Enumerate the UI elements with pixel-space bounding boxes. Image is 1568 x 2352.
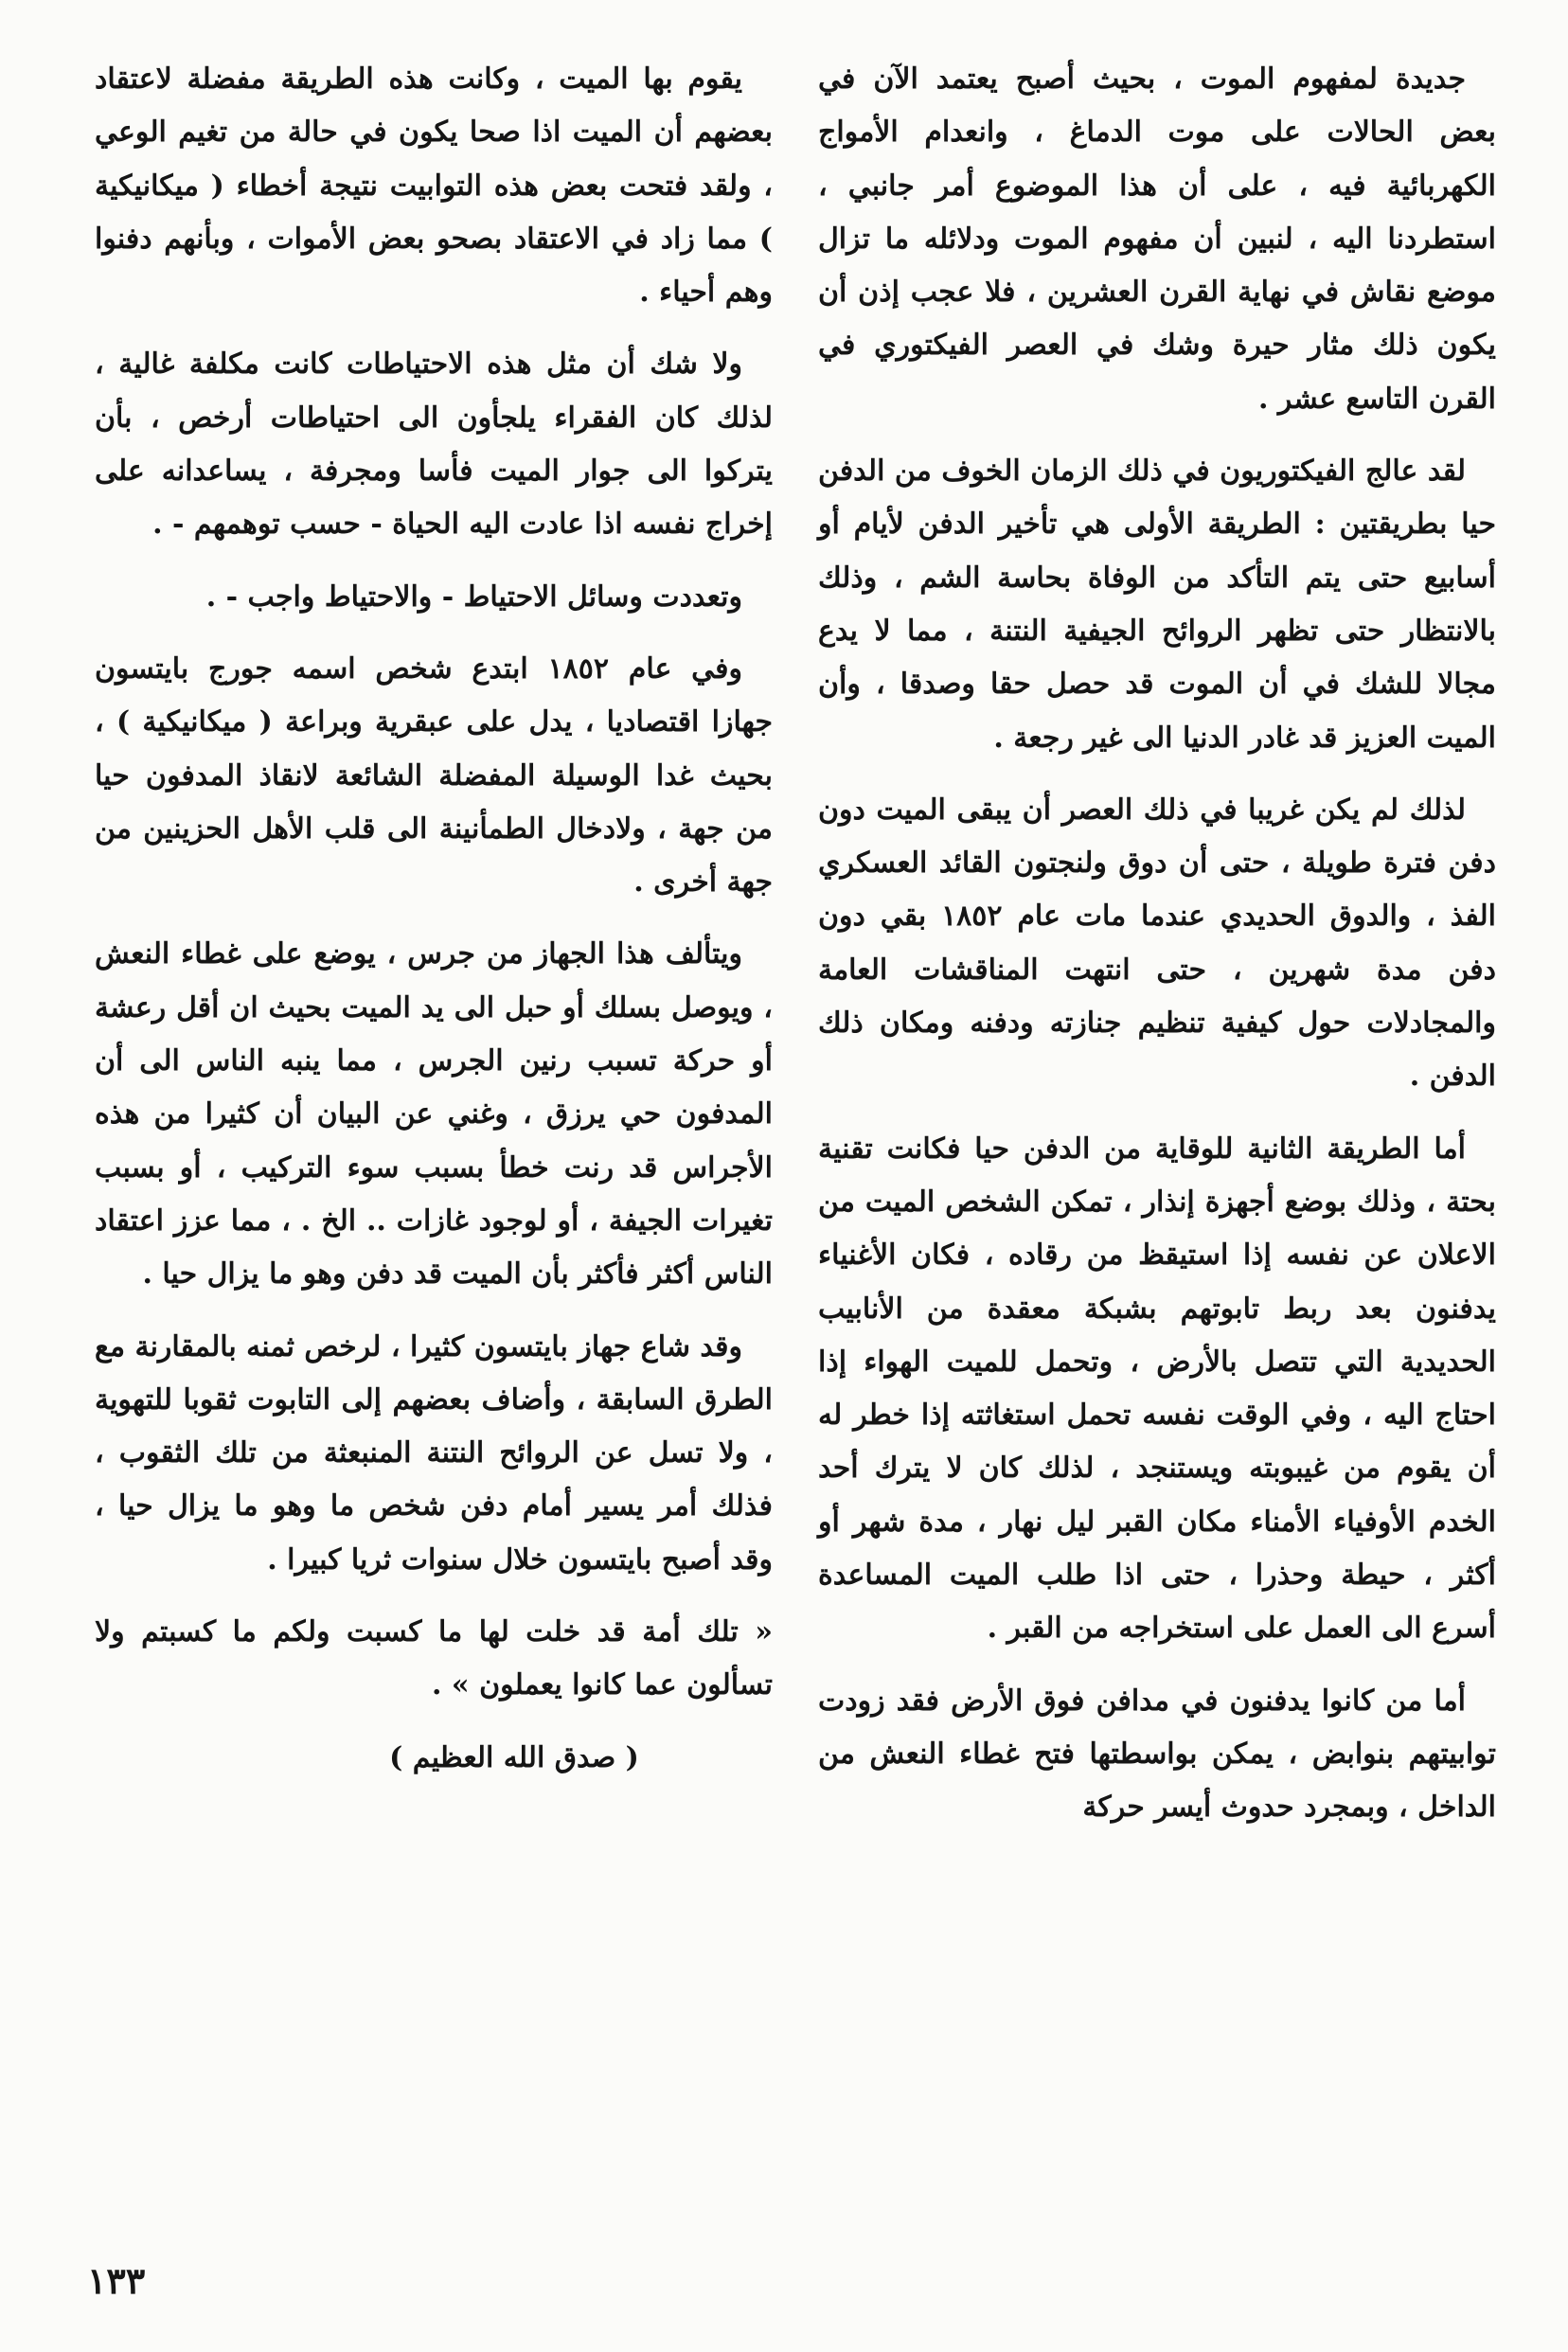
paragraph: وقد شاع جهاز بايتسون كثيرا ، لرخص ثمنه بالمقارنة مع الطرق السابقة ، وأضاف بعضهم إلى التابوت ثقوبا للتهوية ، ولا تسل عن الروائح النتنة المنبعثة من تلك الثقوب ، فذلك أمر يسير أمام دفن شخص ما وهو ما يزال حيا ، وقد أصبح بايتسون خلال سنوات ثريا كبيرا . xyxy=(95,1329,773,1577)
paragraph: جديدة لمفهوم الموت ، بحيث أصبح يعتمد الآن في بعض الحالات على موت الدماغ ، وانعدام الأمواج الكهربائية فيه ، على أن هذا الموضوع أمر جانبي ، استطردنا اليه ، لنبين أن مفهوم الموت ودلائله ما تزال موضع نقاش في نهاية القرن العشرين ، فلا عجب إذن أن يكون ذلك مثار حيرة وشك في العصر الفيكتوري في القرن التاسع عشر . xyxy=(818,62,1496,416)
paragraph: ويتألف هذا الجهاز من جرس ، يوضع على غطاء النعش ، ويوصل بسلك أو حبل الى يد الميت بحيث ان أقل رعشة أو حركة تسبب رنين الجرس ، مما ينبه الناس الى أن المدفون حي يرزق ، وغني عن البيان أن كثيرا من هذه الأجراس قد رنت خطأ بسبب سوء التركيب ، أو بسبب تغيرات الجيفة ، أو لوجود غازات .. الخ . ، مما عزز اعتقاد الناس أكثر فأكثر بأن الميت قد دفن وهو ما يزال حيا . xyxy=(95,937,773,1292)
page-number: ١٣٣ xyxy=(87,2259,146,2302)
paragraph: وتعددت وسائل الاحتياط - والاحتياط واجب - . xyxy=(205,579,742,614)
paragraph: وفي عام ١٨٥٢ ابتدع شخص اسمه جورج بايتسون جهازا اقتصاديا ، يدل على عبقرية وبراعة ( ميكانيكية ) ، بحيث غدا الوسيلة المفضلة الشائعة لانقاذ المدفون حيا من جهة ، ولادخال الطمأنينة الى قلب الأهل الحزينين من جهة أخرى . xyxy=(95,651,773,900)
paragraph: أما الطريقة الثانية للوقاية من الدفن حيا فكانت تقنية بحتة ، وذلك بوضع أجهزة إنذار ، تمكن الشخص الميت من الاعلان عن نفسه إذا استيقظ من رقاده ، فكان الأغنياء يدفنون بعد ربط تابوتهم بشبكة معقدة من الأنابيب الحديدية التي تتصل بالأرض ، وتحمل للميت الهواء إذا احتاج اليه ، وفي الوقت نفسه تحمل استغاثته إذا خطر له أن يقوم من غيبوبته ويستنجد ، لذلك كان لا يترك أحد الخدم الأوفياء الأمناء مكان القبر ليل نهار ، مدة شهر أو أكثر ، حيطة وحذرا ، حتى اذا طلب الميت المساعدة أسرع الى العمل على استخراجه من القبر . xyxy=(818,1131,1497,1646)
closing-phrase: ( صدق الله العظيم ) xyxy=(389,1740,639,1774)
paragraph: يقوم بها الميت ، وكانت هذه الطريقة مفضلة لاعتقاد بعضهم أن الميت اذا صحا يكون في حالة من تغيم الوعي ، ولقد فتحت بعض هذه التوابيت نتيجة أخطاء ( ميكانيكية ) مما زاد في الاعتقاد بصحو بعض الأموات ، وبأنهم دفنوا وهم أحياء . xyxy=(95,62,773,310)
paragraph: ولا شك أن مثل هذه الاحتياطات كانت مكلفة غالية ، لذلك كان الفقراء يلجأون الى احتياطات أرخص ، بأن يتركوا الى جوار الميت فأسا ومجرفة ، يساعدانه على إخراج نفسه اذا عادت اليه الحياة - حسب توهمهم - . xyxy=(95,347,773,542)
paragraph: لقد عالج الفيكتوريون في ذلك الزمان الخوف من الدفن حيا بطريقتين : الطريقة الأولى هي تأخير الدفن لأيام أو أسابيع حتى يتم التأكد من الوفاة بحاسة الشم ، وذلك بالانتظار حتى تظهر الروائح الجيفية النتنة ، مما لا يدع مجالا للشك في أن الموت قد حصل حقا وصدقا ، وأن الميت العزيز قد غادر الدنيا الى غير رجعة . xyxy=(818,454,1496,755)
quran-quote: « تلك أمة قد خلت لها ما كسبت ولكم ما كسبتم ولا تسألون عما كانوا يعملون » . xyxy=(95,1615,773,1702)
paragraph: أما من كانوا يدفنون في مدافن فوق الأرض فقد زودت توابيتهم بنوابض ، يمكن بواسطتها فتح غطاء النعش من الداخل ، وبمجرد حدوث أيسر حركة xyxy=(818,1684,1496,1825)
left-text-column xyxy=(95,53,773,1804)
right-text-column xyxy=(818,53,1496,1854)
paragraph: لذلك لم يكن غريبا في ذلك العصر أن يبقى الميت دون دفن فترة طويلة ، حتى أن دوق ولنجتون القائد العسكري الفذ ، والدوق الحديدي عندما مات عام ١٨٥٢ بقي دون دفن مدة شهرين ، حتى انتهت المناقشات العامة والمجادلات حول كيفية تنظيم جنازته ودفنه ومكان ذلك الدفن . xyxy=(818,793,1496,1094)
